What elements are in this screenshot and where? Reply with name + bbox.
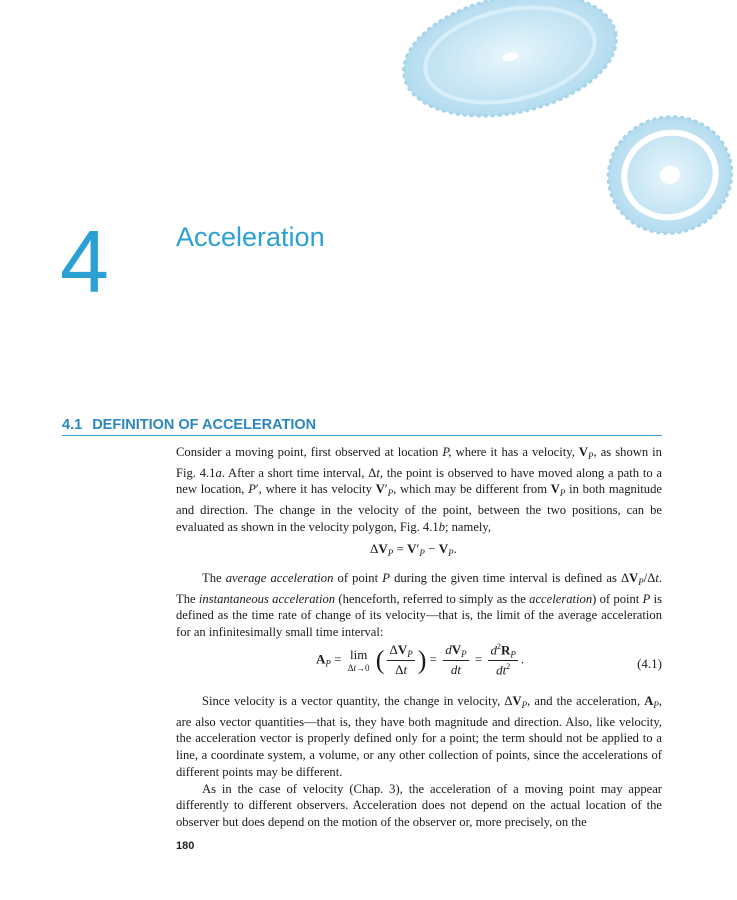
- paragraph-3: Since velocity is a vector quantity, the change in velocity, $\Delta V_P$, and the acceleration, $A_P$, are also vector quantities—that is, they have both magnitude and direction. Also, like velocity, the acceleration vector is properly defined only for a point; the term should not be applied to a line, a coordinate system, a volume, or any other collection of points, since the accelerations of different points may be different. As in the case of velocity (Chap. 3), the acceleration of a moving point may appear differently to different observers. Acceleration does not depend on the actual location of the observer but does depend on the motion of the observer or, more precisely, on the: [176, 694, 662, 829]
- paragraph-2: The average acceleration of point P during the given time interval is defined as $\Delta V_P/\Delta t$. The instantaneous acceleration (henceforth, referred to simply as the acceleration) of point P is defined as the time rate of change of its velocity—that is, the limit of the average acceleration for an infinitesimally small time interval:: [176, 571, 662, 640]
- section-title: DEFINITION OF ACCELERATION: [92, 417, 317, 433]
- gear-illustration: [380, 0, 737, 260]
- small-gear-icon: [595, 103, 737, 247]
- chapter-title: Acceleration: [176, 222, 325, 252]
- chapter-number: 4: [60, 212, 109, 311]
- velocity-difference-equation: $\Delta V_P = V'_P - V_P$.: [370, 541, 457, 558]
- section-number: 4.1: [62, 417, 83, 433]
- page-number: 180: [176, 840, 195, 852]
- section-heading: [62, 417, 662, 436]
- large-gear-icon: [392, 0, 627, 134]
- equation-number: (4.1): [637, 656, 662, 671]
- paragraph-1: Consider a moving point, first observed at location P, where it has a velocity, $V_P$, as shown in Fig. 4.1a. After a short time interval, Δt, the point is observed to have moved along a path to a new location, P′, where it has velocity $V'_P$, which may be different from $V_P$ in both magnitude and direction. The change in the velocity of the point, between the two positions, can be evaluated as shown in the velocity polygon, Fig. 4.1b; namely,: [176, 445, 662, 534]
- equation-4-1: $A_P$ = lim Δt→0 ( $\frac{\Delta V_P}{\Delta t}$ ) = $\frac{dV_P}{dt}$ = $\frac{d^2R_P}{dt^2}$ . (4.1): [316, 642, 662, 678]
